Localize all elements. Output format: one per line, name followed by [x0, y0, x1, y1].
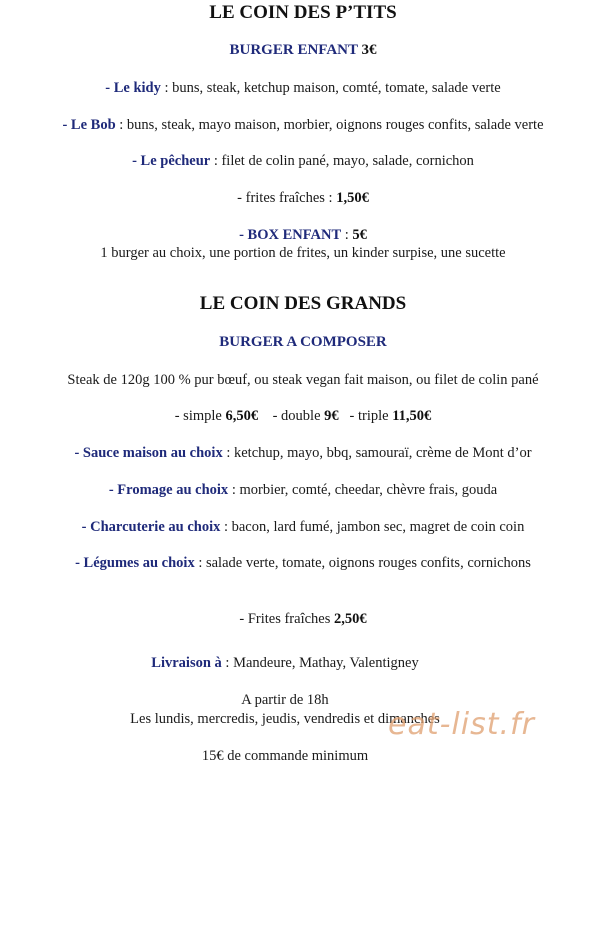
delivery-label: Livraison à	[151, 655, 222, 671]
option-sauce	[0, 445, 606, 462]
kids-title: LE COIN DES P’TITS	[209, 2, 397, 23]
menu-item-desc: : buns, steak, ketchup maison, comté, tomate, salade verte	[160, 80, 501, 96]
option-desc: : salade verte, tomate, oignons rouges confits, cornichons	[194, 555, 531, 571]
option-desc: : morbier, comté, cheedar, chèvre frais, gouda	[228, 482, 498, 498]
size-simple-price: 6,50€	[225, 408, 259, 424]
option-dash: -	[81, 519, 91, 535]
watermark-logo: eat-list.fr	[388, 707, 535, 742]
size-triple-label: - triple	[349, 408, 393, 424]
option-charcuterie	[0, 519, 606, 536]
kids-fries-label: - frites fraîches :	[237, 190, 337, 206]
kids-box-desc: 1 burger au choix, une portion de frites, un kinder surpise, une sucette	[100, 245, 506, 261]
delivery-days: Les lundis, mercredis, jeudis, vendredis et dimanches	[130, 711, 440, 727]
grands-compose-heading: BURGER A COMPOSER	[219, 334, 387, 350]
grands-sizes	[0, 408, 606, 425]
menu-item-dash: -	[62, 117, 71, 133]
option-dash: -	[75, 555, 84, 571]
option-dash: -	[74, 445, 83, 461]
grands-fries-price: 2,50€	[334, 611, 367, 627]
option-dash: -	[108, 482, 118, 498]
delivery-minimum: 15€ de commande minimum	[201, 748, 369, 764]
grands-title: LE COIN DES GRANDS	[199, 293, 407, 314]
grands-base: Steak de 120g 100 % pur bœuf, ou steak vegan fait maison, ou filet de colin pané	[67, 372, 539, 388]
option-legumes	[0, 555, 606, 572]
menu-item-desc: : buns, steak, mayo maison, morbier, oignons rouges confits, salade verte	[115, 117, 544, 133]
menu-item-dash: -	[132, 153, 141, 169]
delivery-towns: : Mandeure, Mathay, Valentigney	[221, 655, 419, 671]
option-fromage	[0, 482, 606, 499]
option-name: Charcuterie au choix	[90, 519, 221, 535]
kids-burger-label: BURGER ENFANT	[229, 42, 358, 58]
size-double-label: - double	[272, 408, 325, 424]
kids-box-name: BOX ENFANT	[247, 227, 342, 243]
menu-item-bob	[0, 117, 606, 134]
option-desc: : ketchup, mayo, bbq, samouraï, crème de Mont d’or	[222, 445, 532, 461]
kids-burger-price: 3€	[361, 42, 377, 58]
kids-fries-price: 1,50€	[336, 190, 369, 206]
option-name: Légumes au choix	[83, 555, 195, 571]
kids-box	[0, 227, 606, 244]
size-simple-label: - simple	[174, 408, 226, 424]
menu-item-kidy	[0, 80, 606, 97]
kids-box-sep: :	[341, 227, 353, 243]
kids-fries	[0, 190, 606, 207]
option-desc: : bacon, lard fumé, jambon sec, magret de coin coin	[220, 519, 525, 535]
kids-box-price: 5€	[352, 227, 367, 243]
menu-item-dash: -	[105, 80, 114, 96]
size-double-price: 9€	[324, 408, 339, 424]
menu-item-name: Le Bob	[70, 117, 116, 133]
grands-fries	[0, 611, 606, 628]
menu-item-name: Le pêcheur	[140, 153, 211, 169]
option-name: Sauce maison au choix	[82, 445, 223, 461]
option-name: Fromage au choix	[117, 482, 229, 498]
delivery-hours: A partir de 18h	[241, 692, 329, 708]
kids-burger-heading	[0, 42, 606, 59]
menu-item-desc: : filet de colin pané, mayo, salade, cornichon	[210, 153, 474, 169]
menu-item-name: Le kidy	[113, 80, 161, 96]
menu-item-pecheur	[0, 153, 606, 170]
kids-box-dash: -	[239, 227, 248, 243]
delivery-places	[0, 655, 588, 672]
size-triple-price: 11,50€	[392, 408, 432, 424]
grands-fries-label: - Frites fraîches	[239, 611, 334, 627]
